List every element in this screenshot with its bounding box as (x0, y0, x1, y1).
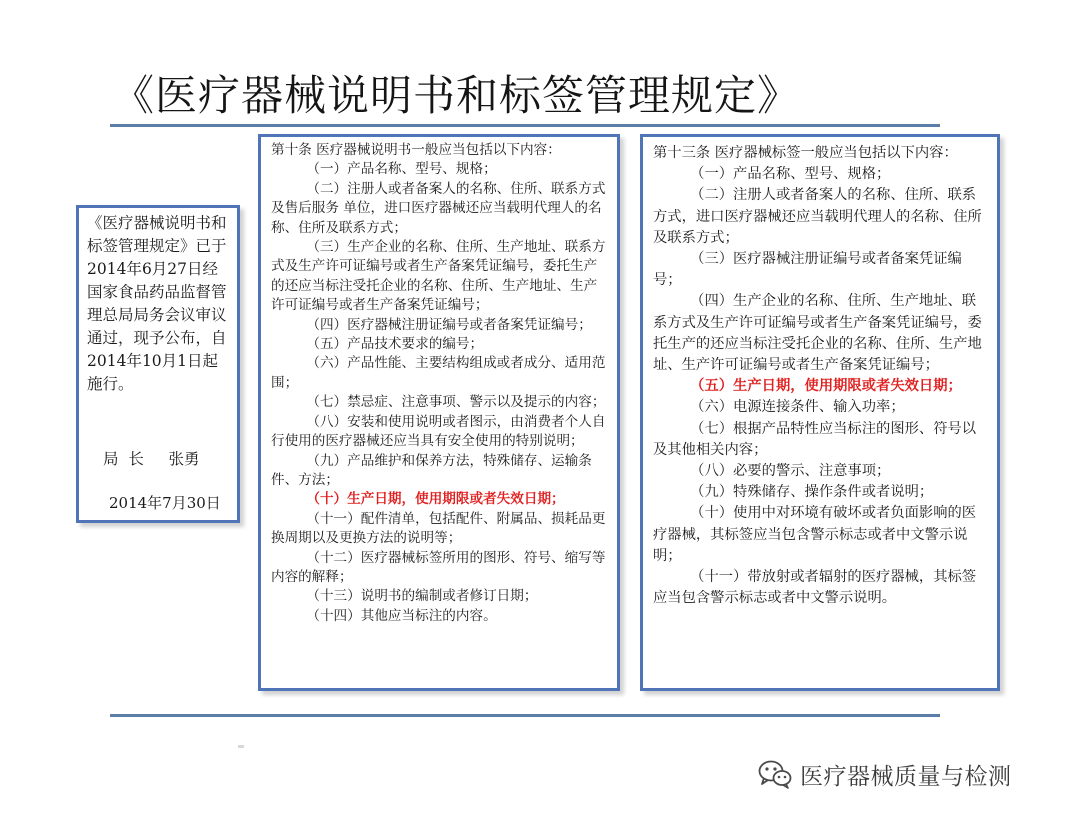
article-13-item-11: （十一）带放射或者辐射的医疗器械，其标签应当包含警示标志或者中文警示说明。 (653, 569, 977, 607)
bottom-divider (110, 714, 940, 717)
notice-date: 2014年7月30日 (109, 494, 221, 512)
article-13-heading: 第十三条 医疗器械标签一般应当包括以下内容： (653, 145, 958, 161)
article-10-item-14: （十四）其他应当标注的内容。 (306, 607, 497, 624)
article-10-item-8: （八）安装和使用说明或者图示，由消费者个人自行使用的医疗器械还应当具有安全使用的特别说明； (271, 413, 606, 450)
top-divider (110, 124, 940, 127)
article-10-item-9: （九）产品维护和保养方法，特殊储存、运输条件、方法； (271, 452, 592, 488)
article-13-item-4: （四）生产企业的名称、住所、生产地址、联系方式及生产许可证编号或者生产备案凭证编号，委托生产的还应当标注受托企业的名称、住所、生产地址、生产许可证编号或者生产备案凭证编号； (653, 293, 982, 374)
article-10-item-5: （五）产品技术要求的编号； (306, 336, 484, 353)
article-10-content (271, 141, 607, 626)
article-10-item-12: （十二）医疗器械标签所用的图形、符号、缩写等内容的解释； (271, 549, 606, 585)
article-13-item-10: （十）使用中对环境有破坏或者负面影响的医疗器械，其标签应当包含警示标志或者中文警示说明； (653, 505, 977, 564)
article-13-item-1: （一）产品名称、型号、规格； (690, 166, 891, 183)
article-13-item-7: （七）根据产品特性应当标注的图形、符号以及其他相关内容； (653, 420, 977, 458)
article-10-heading: 第十条 医疗器械说明书一般应当包括以下内容： (271, 142, 561, 158)
decorative-mark (238, 745, 244, 748)
article-13-content (653, 143, 989, 609)
article-10-item-13: （十三）说明书的编制或者修订日期； (306, 588, 538, 605)
article-10-item-1: （一）产品名称、型号、规格； (306, 161, 497, 178)
article-13-item-3: （三）医疗器械注册证编号或者备案凭证编号； (653, 251, 962, 289)
article-13-item-8: （八）必要的警示、注意事项； (690, 463, 891, 480)
notice-text: 《医疗器械说明书和标签管理规定》已于2014年6月27日经国家食品药品监督管理总局局务会议审议通过，现予公布，自2014年10月1日起施行。 (87, 214, 227, 393)
article-13-box (640, 134, 1000, 691)
article-10-box (258, 134, 620, 691)
article-10-item-2: （二）注册人或者备案人的名称、住所、联系方式及售后服务 单位，进口医疗器械还应当载明代理人的名称、住所及联系方式； (271, 180, 606, 236)
article-10-item-6: （六）产品性能、主要结构组成或者成分、适用范围； (271, 355, 606, 391)
article-10-item-7: （七）禁忌症、注意事项、警示以及提示的内容； (306, 394, 606, 411)
article-10-item-10-highlight: （十）生产日期，使用期限或者失效日期； (306, 491, 565, 508)
article-10-item-4: （四）医疗器械注册证编号或者备案凭证编号； (306, 316, 592, 333)
article-13-item-5-highlight: （五）生产日期，使用期限或者失效日期； (690, 378, 962, 395)
article-10-item-3: （三）生产企业的名称、住所、生产地址、联系方式及生产许可证编号或者生产备案凭证编号，委托生产的还应当标注受托企业的名称、住所、生产地址、生产许可证编号或者生产备案凭证编号； (271, 239, 606, 314)
notice-box (76, 205, 240, 523)
article-13-item-2: （二）注册人或者备案人的名称、住所、联系方式，进口医疗器械还应当载明代理人的名称、住所及联系方式； (653, 187, 982, 246)
article-13-item-6: （六）电源连接条件、输入功率； (690, 399, 905, 416)
article-10-item-11: （十一）配件清单，包括配件、附属品、损耗品更换周期以及更换方法的说明等； (271, 510, 606, 547)
watermark-text: 医疗器械质量与检测 (800, 763, 1012, 790)
watermark (758, 754, 1012, 794)
wechat-icon (758, 759, 792, 789)
article-13-item-9: （九）特殊储存、操作条件或者说明； (690, 484, 934, 501)
page-title: 《医疗器械说明书和标签管理规定》 (112, 71, 801, 120)
notice-signature: 局 长 张勇 (103, 450, 200, 468)
